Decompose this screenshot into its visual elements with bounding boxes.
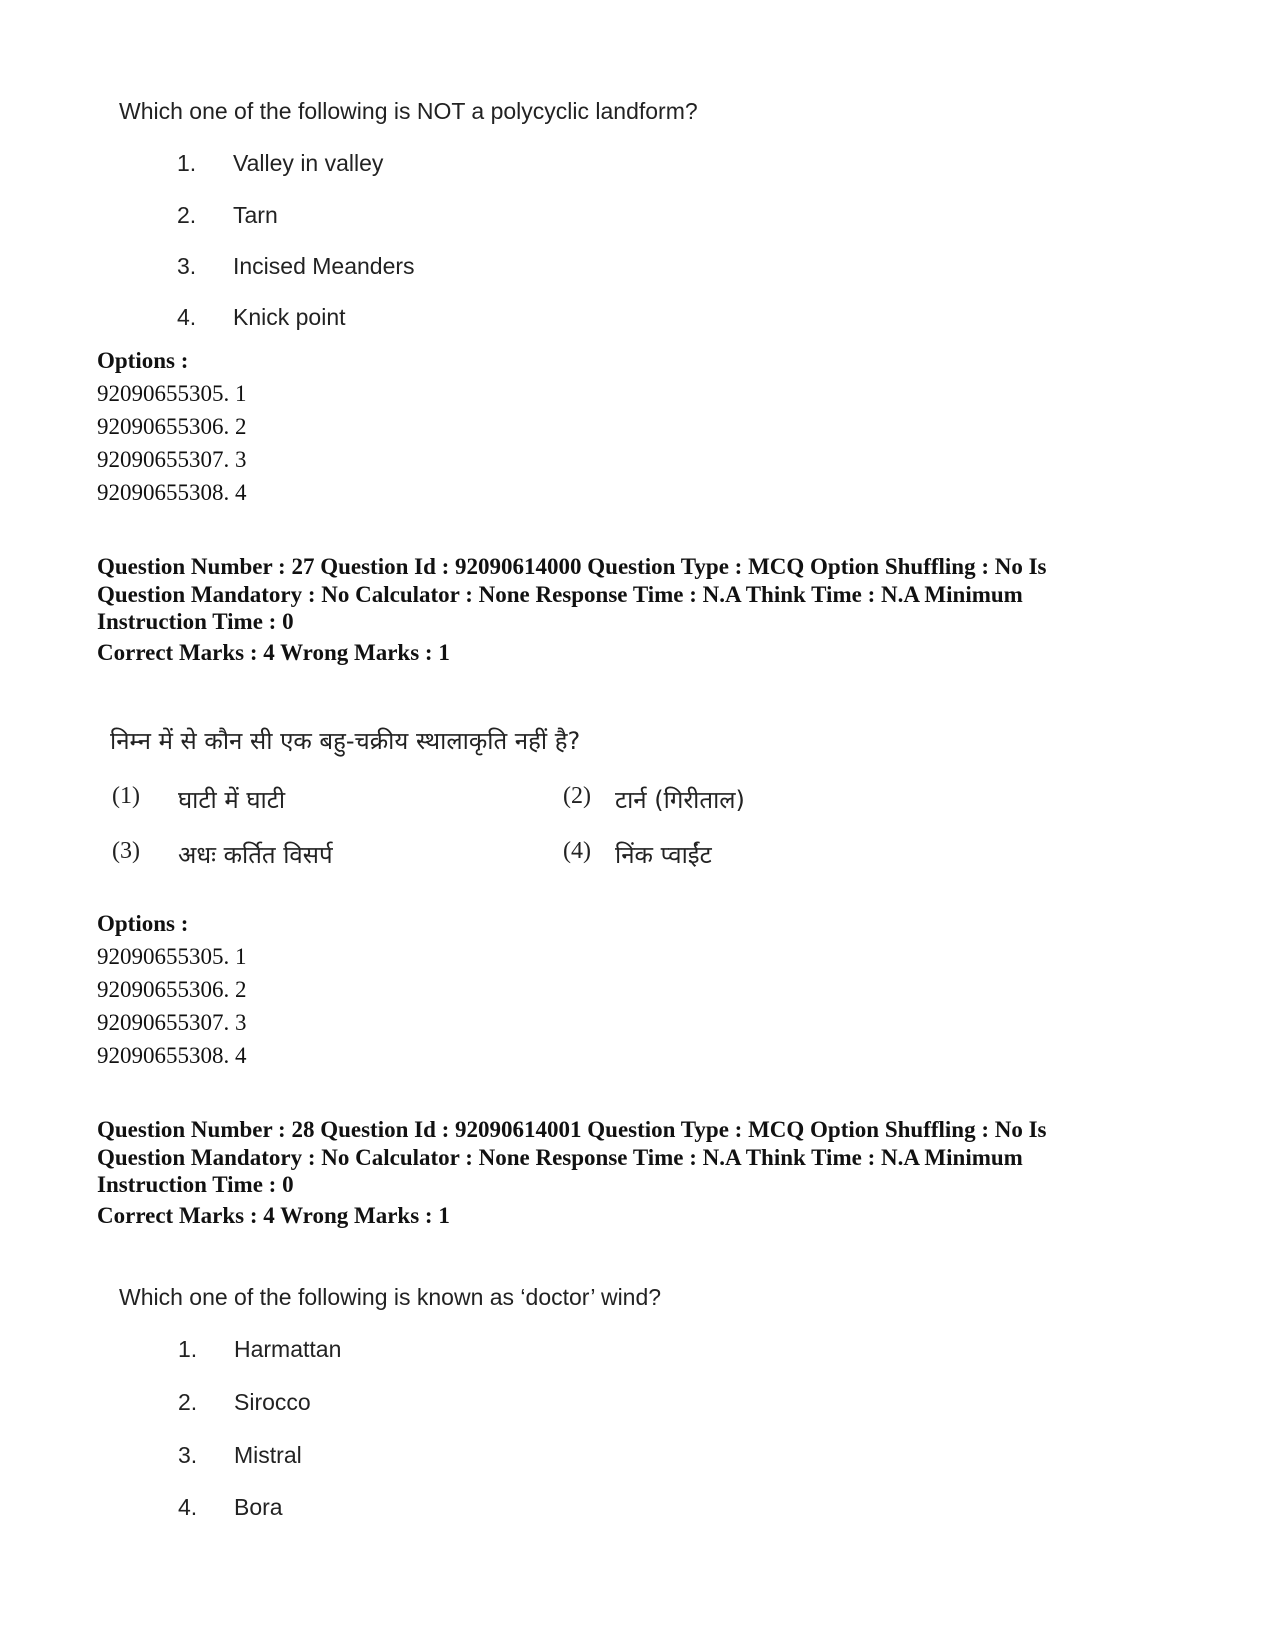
option-line: 92090655307. 3 (97, 447, 247, 472)
meta-line: Question Number : 28 Question Id : 92090614001 Question Type : MCQ Option Shuffling : No Is (97, 1117, 1047, 1142)
marks-line: Correct Marks : 4 Wrong Marks : 1 (97, 640, 450, 665)
option-line: 92090655307. 3 (97, 1010, 247, 1035)
item-number: 4. (177, 304, 197, 330)
meta-line: Instruction Time : 0 (97, 1172, 294, 1197)
option-text: टार्न (गिरीताल) (615, 786, 745, 814)
option-number: (4) (563, 838, 591, 864)
item-number: 1. (178, 1336, 198, 1362)
question-stem: Which one of the following is known as ‘doctor’ wind? (119, 1284, 662, 1310)
item-text: Tarn (233, 202, 278, 228)
item-number: 3. (178, 1442, 198, 1468)
options-title: Options : (97, 911, 189, 936)
option-number: (3) (112, 838, 140, 864)
hindi-question-stem: निम्न में से कौन सी एक बहु-चक्रीय स्थालाकृति नहीं है? (110, 727, 581, 755)
option-line: 92090655308. 4 (97, 480, 247, 505)
meta-line: Instruction Time : 0 (97, 609, 294, 634)
item-text: Harmattan (234, 1336, 342, 1362)
option-text: घाटी में घाटी (178, 786, 286, 814)
option-text: निंक प्वाईंट (615, 841, 712, 869)
option-number: (2) (563, 783, 591, 809)
item-text: Knick point (233, 304, 346, 330)
option-number: (1) (112, 783, 140, 809)
item-text: Mistral (234, 1442, 302, 1468)
item-number: 2. (177, 202, 197, 228)
option-line: 92090655305. 1 (97, 944, 247, 969)
meta-line: Question Number : 27 Question Id : 92090614000 Question Type : MCQ Option Shuffling : No Is (97, 554, 1047, 579)
item-text: Incised Meanders (233, 253, 415, 279)
question-stem: Which one of the following is NOT a polycyclic landform? (119, 98, 698, 124)
options-title: Options : (97, 348, 189, 373)
item-number: 3. (177, 253, 197, 279)
meta-line: Question Mandatory : No Calculator : None Response Time : N.A Think Time : N.A Minimum (97, 1144, 1023, 1170)
item-number: 4. (178, 1494, 198, 1520)
meta-line: Question Mandatory : No Calculator : None Response Time : N.A Think Time : N.A Minimum (97, 581, 1023, 607)
question-meta (97, 1116, 1137, 1199)
item-text: Valley in valley (233, 150, 384, 176)
item-number: 1. (177, 150, 197, 176)
marks-line: Correct Marks : 4 Wrong Marks : 1 (97, 1203, 450, 1228)
option-line: 92090655306. 2 (97, 414, 247, 439)
question-meta (97, 553, 1137, 636)
item-number: 2. (178, 1389, 198, 1415)
option-line: 92090655306. 2 (97, 977, 247, 1002)
option-line: 92090655305. 1 (97, 381, 247, 406)
item-text: Bora (234, 1494, 283, 1520)
option-text: अधः कर्तित विसर्प (178, 841, 333, 869)
item-text: Sirocco (234, 1389, 311, 1415)
option-line: 92090655308. 4 (97, 1043, 247, 1068)
